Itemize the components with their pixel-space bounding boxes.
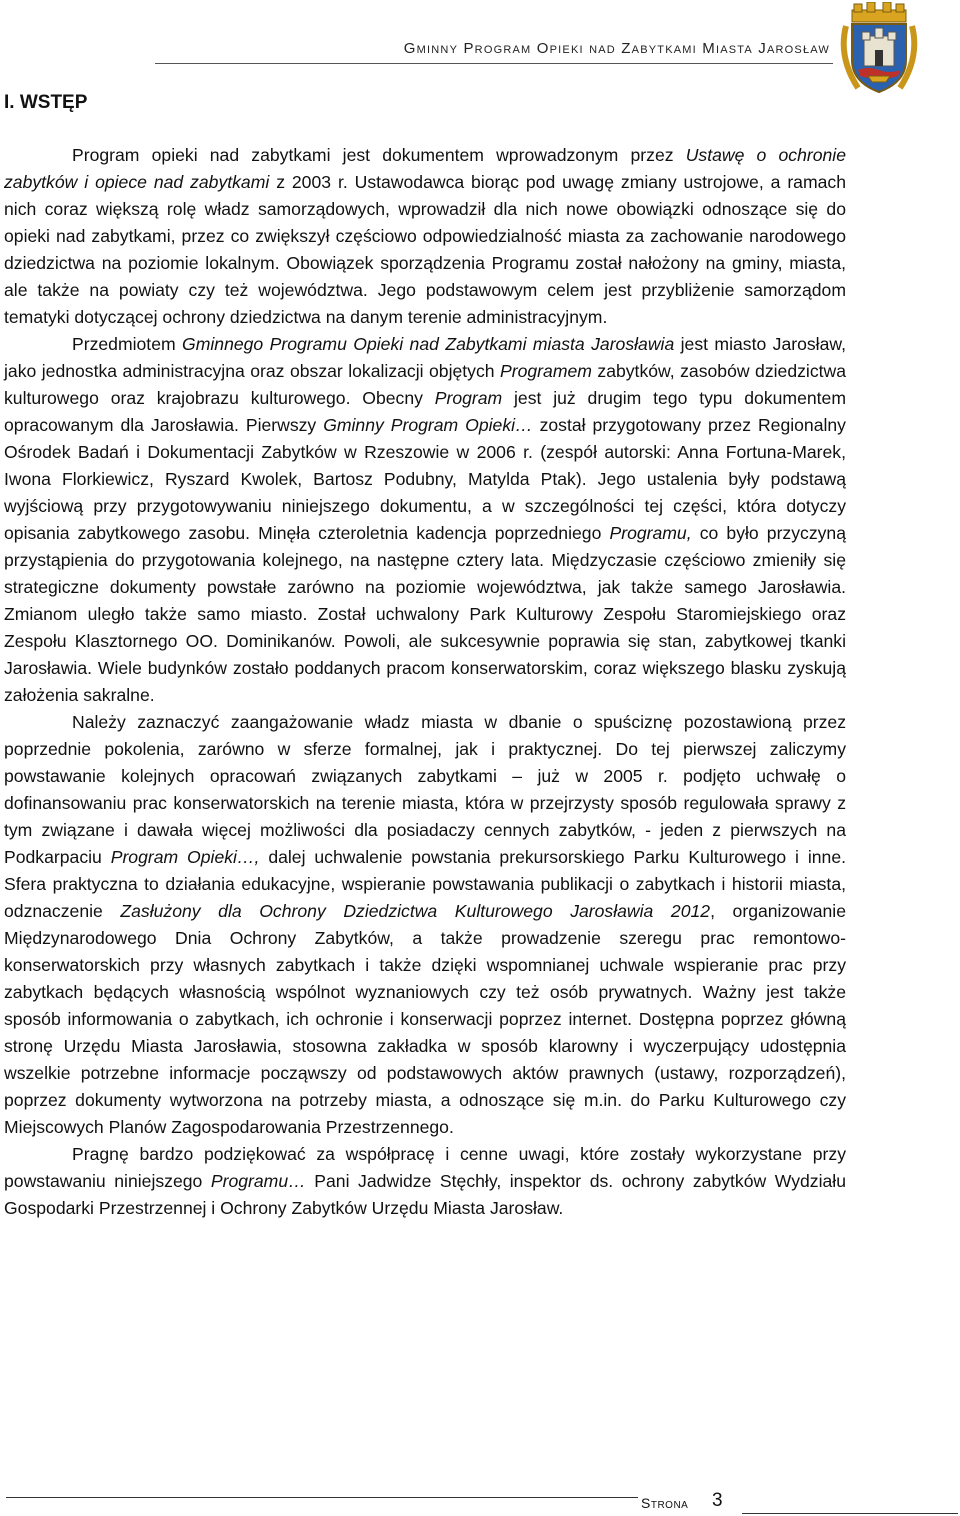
text-run: Pani Jadwidze Stęchły, inspektor ds. ochrony zabytków Wydziału Gospodarki Przestrzennej i Ochrony Zabytków Urzędu Miasta Jarosław. — [4, 1171, 846, 1218]
italic-run: Programu… — [210, 1171, 306, 1191]
italic-run: Program — [434, 388, 503, 408]
header-title: Gminny Program Opieki nad Zabytkami Miasta Jarosław — [403, 40, 830, 57]
text-run: jest miasto Jarosław, jako jednostka administracyjna oraz obszar lokalizacji objętych — [4, 334, 846, 381]
city-coat-of-arms-icon — [838, 2, 920, 94]
text-run: , organizowanie Międzynarodowego Dnia Ochrony Zabytków, a także prowadzenie szeregu prac remontowo-konserwatorskich przy własnych zabytkach i także dzięki wspomnianej uchwale wspieranie prac przy zabytkach będących własnością wspólnot wyznaniowych czy też osób prywatnych. Ważny jest także sposób informowania o zabytkach, ich ochronie i konserwacji poprzez internet. Dostępna poprzez główną stronę Urzędu Miasta Jarosławia, stosowna zakładka w sposób klarowny i wyczerpujący udostępnia wszelkie potrzebne informacje począwszy od podstawowych aktów prawnych (ustawy, rozporządzeń), poprzez dokumenty wytworzona na potrzeby miasta, a odnoszące się m.in. do Parku Kulturowego czy Miejscowych Planów Zagospodarowania Przestrzennego. — [4, 901, 847, 1137]
footer-page-number: 3 — [712, 1490, 723, 1511]
paragraph — [4, 331, 846, 709]
italic-run: Gminnego Programu Opieki nad Zabytkami miasta Jarosławia — [182, 334, 675, 354]
text-run: został przygotowany przez Regionalny Ośrodek Badań i Dokumentacji Zabytków w Rzeszowie w 2006 r. (zespół autorski: Anna Fortuna-Marek, Iwona Florkiewicz, Ryszard Kwolek, Bartosz Podubny, Matylda Ptak). Jego ustalenia były podstawą wyjściową przy przygotowywaniu niniejszego dokumentu, a w szczególności tej części, która dotyczy opisania zabytkowego zasobu. Minęła czteroletnia kadencja poprzedniego — [4, 415, 846, 543]
text-run: zabytków, zasobów dziedzictwa kulturowego oraz krajobrazu kulturowego. Obecny — [4, 361, 846, 408]
text-run: Przedmiotem — [72, 334, 183, 354]
text-run: dalej uchwalenie powstania prekursorskiego Parku Kulturowego i inne. Sfera praktyczna to działania edukacyjne, wspieranie powstawania publikacji o zabytkach i historii miasta, odznaczenie — [4, 847, 846, 921]
footer-rule-left — [6, 1497, 638, 1498]
body-text — [4, 142, 846, 1222]
paragraph — [4, 142, 846, 331]
section-title: I. WSTĘP — [4, 92, 88, 113]
text-run: jest już drugim tego typu dokumentem opracowanym dla Jarosławia. Pierwszy — [4, 388, 846, 435]
text-run: Pragnę bardzo podziękować za współpracę i cenne uwagi, które zostały wykorzystane przy powstawaniu niniejszego — [4, 1144, 846, 1191]
text-run: co było przyczyną przystąpienia do przygotowania kolejnego, na następne cztery lata. Międzyczasie częściowo zmieniły się strategiczne dokumenty powstałe zarówno na poziomie województwa, jak także samego Jarosławia. Zmianom uległo także samo miasto. Został uchwalony Park Kulturowy Zespołu Staromiejskiego oraz Zespołu Klasztornego OO. Dominikanów. Powoli, ale sukcesywnie poprawia się stan, zabytkowej tkanki Jarosławia. Wiele budynków zostało poddanych pracom konserwatorskim, coraz większego blasku zyskują założenia sakralne. — [4, 523, 846, 705]
italic-run: Gminny Program Opieki… — [323, 415, 533, 435]
footer-rule-right — [742, 1513, 958, 1514]
text-run: z 2003 r. Ustawodawca biorąc pod uwagę zmiany ustrojowe, a ramach nich coraz większą rolę władz samorządowych, wprowadził dla nich nowe obowiązki odnoszące się do opieki nad zabytkami, przez co zwiększył częściowo odpowiedzialność miasta za zachowanie narodowego dziedzictwa na poziomie lokalnym. Obowiązek sporządzenia Programu został nałożony na gminy, miasta, ale także na powiaty czy też województwa. Jego podstawowym celem jest przybliżenie samorządom tematyki dotyczącej ochrony dziedzictwa na danym terenie administracyjnym. — [4, 172, 846, 327]
text-run: Program opieki nad zabytkami jest dokumentem wprowadzonym przez — [72, 145, 686, 165]
footer-page-label: Strona — [641, 1495, 689, 1511]
italic-run: Ustawę o ochronie zabytków i opiece nad zabytkami — [4, 145, 846, 192]
italic-run: Programu, — [609, 523, 692, 543]
paragraph — [4, 1141, 846, 1222]
text-run: Należy zaznaczyć zaangażowanie władz miasta w dbanie o spuściznę pozostawioną przez poprzednie pokolenia, zarówno w sferze formalnej, jak i praktycznej. Do tej pierwszej zaliczymy powstawanie kolejnych opracowań związanych zabytkami – już w 2005 r. podjęto uchwałę o dofinansowaniu prac konserwatorskich na terenie miasta, która w przejrzysty sposób regulowała sprawy z tym związane i dawała więcej możliwości dla posiadaczy cennych zabytków, - jeden z pierwszych na Podkarpaciu — [4, 712, 846, 867]
italic-run: Zasłużony dla Ochrony Dziedzictwa Kulturowego Jarosławia 2012 — [120, 901, 711, 921]
italic-run: Program Opieki…, — [110, 847, 260, 867]
paragraph — [4, 709, 846, 1141]
italic-run: Programem — [500, 361, 592, 381]
header-rule — [155, 63, 833, 64]
